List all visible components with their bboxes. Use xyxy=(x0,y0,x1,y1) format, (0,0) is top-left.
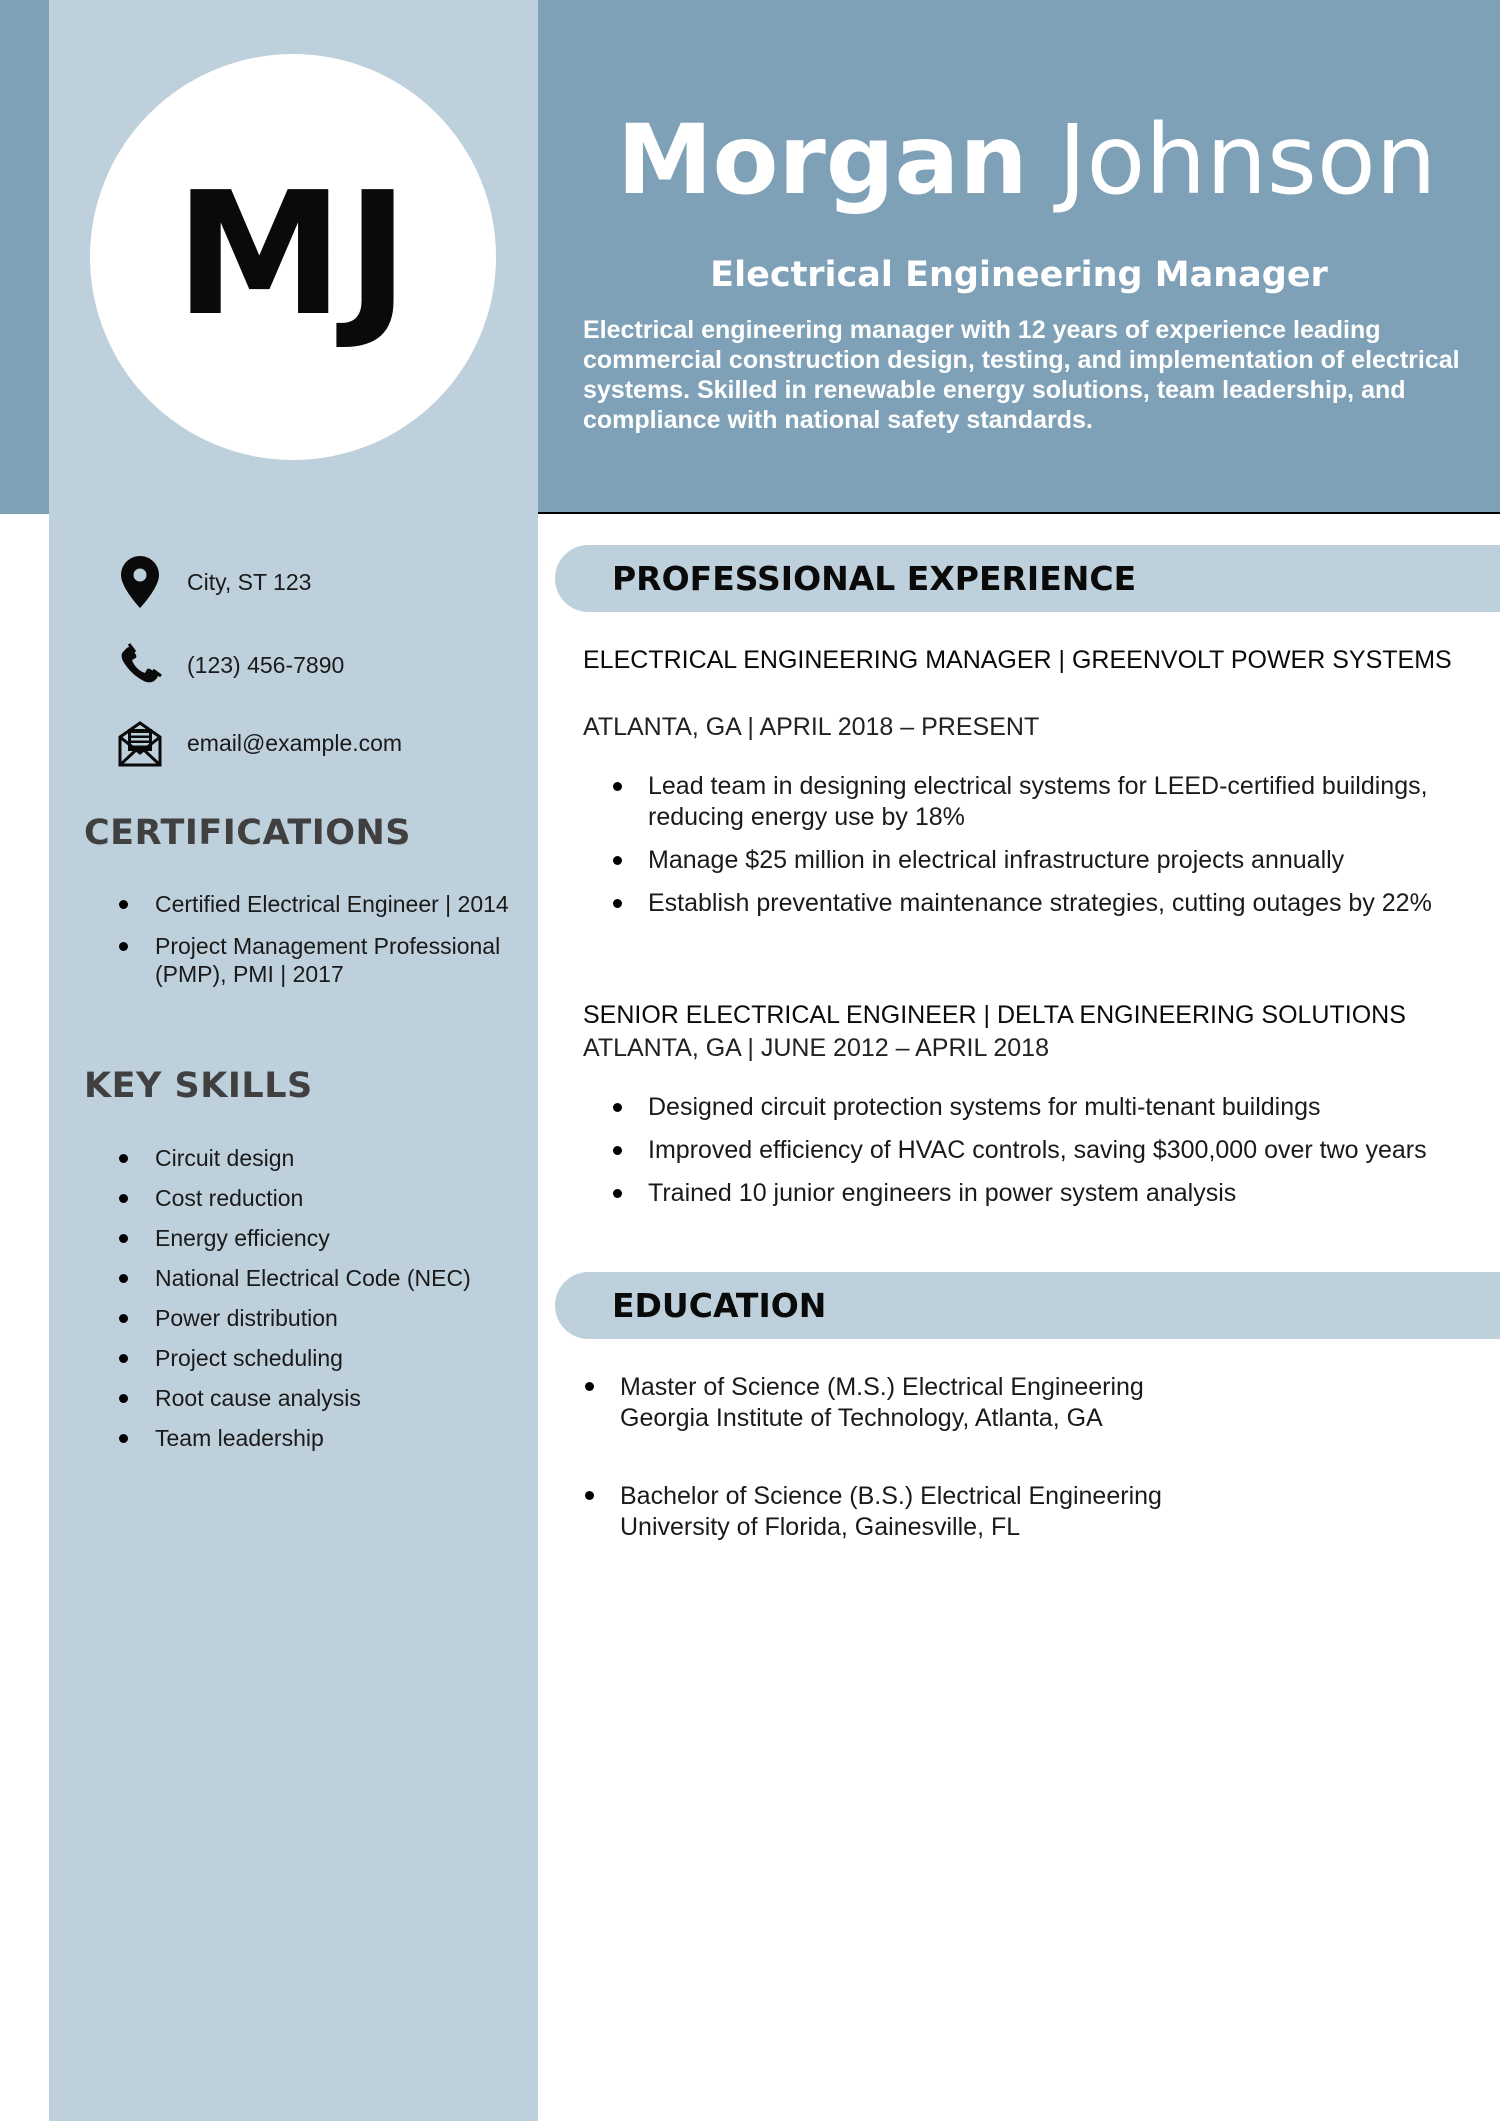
job-2-bullets xyxy=(583,1092,1463,1221)
degree: Bachelor of Science (B.S.) Electrical Engineering xyxy=(583,1481,1463,1512)
job-bullet: Improved efficiency of HVAC controls, saving $300,000 over two years xyxy=(583,1135,1463,1166)
certifications-list xyxy=(115,890,515,988)
job-2-location-dates: ATLANTA, GA | JUNE 2012 – APRIL 2018 xyxy=(583,1034,1049,1062)
skills-list xyxy=(115,1144,515,1452)
last-name: Johnson xyxy=(1058,104,1437,216)
key-skills-heading: KEY SKILLS xyxy=(84,1066,313,1106)
job-1-location-dates: ATLANTA, GA | APRIL 2018 – PRESENT xyxy=(583,713,1040,741)
skill-item: Root cause analysis xyxy=(115,1384,515,1412)
phone-icon xyxy=(115,638,165,692)
phone-text: (123) 456-7890 xyxy=(187,651,345,678)
certification-item: Certified Electrical Engineer | 2014 xyxy=(115,890,515,918)
section-bar-experience xyxy=(555,545,1500,612)
school: Georgia Institute of Technology, Atlanta, GA xyxy=(620,1404,1103,1432)
job-bullet: Trained 10 junior engineers in power system analysis xyxy=(583,1178,1463,1209)
skill-item: Power distribution xyxy=(115,1304,515,1332)
contact-email xyxy=(115,716,403,770)
job-1-bullets xyxy=(583,771,1463,931)
map-pin-icon xyxy=(115,555,165,609)
section-bar-education xyxy=(555,1272,1500,1339)
job-bullet: Lead team in designing electrical systems for LEED-certified buildings, reducing energy use by 18% xyxy=(583,771,1463,833)
location-text: City, ST 123 xyxy=(187,568,312,595)
job-bullet: Designed circuit protection systems for multi-tenant buildings xyxy=(583,1092,1463,1123)
candidate-name xyxy=(617,104,1437,216)
skill-item: Cost reduction xyxy=(115,1184,515,1212)
skill-item: Team leadership xyxy=(115,1424,515,1452)
certifications-heading: CERTIFICATIONS xyxy=(84,813,412,853)
skill-item: Project scheduling xyxy=(115,1344,515,1372)
job-bullet: Establish preventative maintenance strategies, cutting outages by 22% xyxy=(583,888,1463,919)
avatar-initials-circle xyxy=(90,54,496,460)
certification-item: Project Management Professional (PMP), PMI | 2017 xyxy=(115,932,515,988)
skill-item: National Electrical Code (NEC) xyxy=(115,1264,515,1292)
first-name: Morgan xyxy=(617,104,1028,216)
school: University of Florida, Gainesville, FL xyxy=(620,1513,1021,1541)
skill-item: Circuit design xyxy=(115,1144,515,1172)
skill-item: Energy efficiency xyxy=(115,1224,515,1252)
envelope-icon xyxy=(115,716,165,770)
job-title: Electrical Engineering Manager xyxy=(710,255,1328,295)
education-heading: EDUCATION xyxy=(612,1286,827,1325)
education-item xyxy=(583,1372,1463,1434)
education-item xyxy=(583,1481,1463,1543)
job-1-title-company: ELECTRICAL ENGINEERING MANAGER | GREENVOLT POWER SYSTEMS xyxy=(583,646,1452,674)
email-text: email@example.com xyxy=(187,729,403,756)
experience-heading: PROFESSIONAL EXPERIENCE xyxy=(612,559,1137,598)
job-2-title-company: SENIOR ELECTRICAL ENGINEER | DELTA ENGINEERING SOLUTIONS xyxy=(583,1001,1406,1029)
degree: Master of Science (M.S.) Electrical Engineering xyxy=(583,1372,1463,1403)
contact-phone xyxy=(115,638,345,692)
left-accent-strip xyxy=(0,0,49,514)
job-bullet: Manage $25 million in electrical infrastructure projects annually xyxy=(583,845,1463,876)
initials: MJ xyxy=(174,156,412,354)
contact-location xyxy=(115,555,312,609)
profile-summary: Electrical engineering manager with 12 years of experience leading commercial construction design, testing, and implementation of electrical systems. Skilled in renewable energy solutions, team leadership, and compliance with national safety standards. xyxy=(583,316,1460,434)
